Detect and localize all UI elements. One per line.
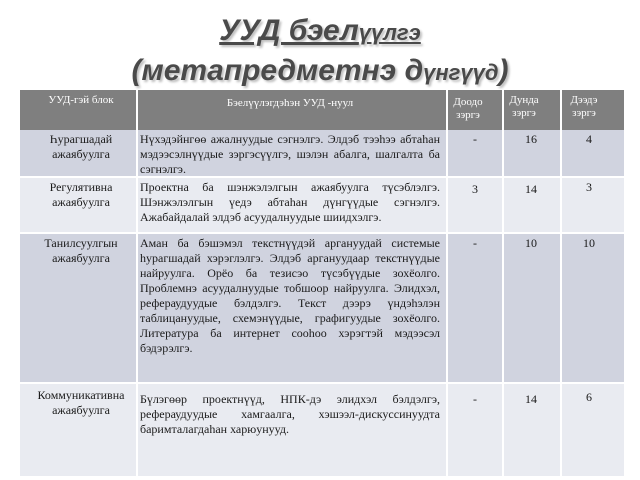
title-line2-bold: (метапредметнэ д <box>131 54 424 87</box>
title-line1-bold: УУД бэел <box>219 14 359 47</box>
row-mid: 14 <box>525 182 537 196</box>
row-low: - <box>473 132 477 146</box>
row-skill: Бүлэгөөр проектнүүд, НПК-дэ элидхэл бэлдэлгэ, рефераудуудые хамгаалга, хэшээл-дискуссинуудта баримталагдаhан харюунууд. <box>140 392 440 436</box>
row-block: Һурагшадай ажаябуулга <box>49 132 113 161</box>
row-mid: 16 <box>525 132 537 146</box>
row-block: Танилсуулгын ажаябуулга <box>44 236 118 265</box>
row-high: 3 <box>586 180 592 194</box>
row-low: 3 <box>472 182 478 196</box>
slide-title <box>0 12 640 92</box>
column-divider <box>136 90 138 476</box>
row-low: - <box>473 236 477 250</box>
row-mid: 14 <box>525 392 537 406</box>
table-row <box>20 178 624 232</box>
column-divider <box>502 90 504 476</box>
row-block: Коммуникативна ажаябуулга <box>37 388 125 417</box>
row-skill: Проектна ба шэнжэлэлгын ажаябуулга түсэблэлгэ. Шэнжэлэлгын үедэ абтаhан дүнгүүдые сэгнэлгэ. Ажабайдалай элдэб асуудалнуудые шиидхэлгэ. <box>140 180 440 224</box>
table-row <box>20 384 624 476</box>
row-skill: Аман ба бэшэмэл текстнүүдэй аргануудай системые hурагшадай хэрэглэлгэ. Элдэб аргануудаар текстнүүдые найруулга. Орёо ба тезисэо түсэбүүдые зохёолго. Проблемнэ асуудалнуудые тобшоор найруулга. Элидхэл, рефераудуудые бэлдэлгэ. Текст дээрэ үндэhэлэн таблицануудые, схемэнүүдые, графигуудые зохёолго. Литература ба интернет соohoo хэрэгтэй мэдээсэл бэдэрэлгэ. <box>140 236 440 355</box>
table-header <box>20 90 624 130</box>
header-low: Доодо зэргэ <box>453 96 483 121</box>
column-divider <box>560 90 562 476</box>
row-mid: 10 <box>525 236 537 250</box>
header-block: УУД-гэй блок <box>48 94 114 106</box>
row-high: 4 <box>586 132 592 146</box>
row-high: 10 <box>583 236 595 250</box>
row-high: 6 <box>586 390 592 404</box>
column-divider <box>446 90 448 476</box>
title-line2-small: үнгүүд <box>423 60 499 85</box>
title-line2-close: ) <box>498 54 509 87</box>
header-high: Дээдэ зэргэ <box>570 94 598 119</box>
title-line1-small: үүлгэ <box>358 20 421 45</box>
row-skill: Нүхэдэйнгөө ажалнуудые сэгнэлгэ. Элдэб тээhээ абтаhан мэдээсэлнүүдые зэргэсүүлгэ, шэлэн абалга, шалгалта ба сэгнэлгэ. <box>140 132 440 176</box>
header-mid: Дунда зэргэ <box>509 94 539 119</box>
table-row <box>20 234 624 382</box>
row-block: Регулятивна ажаябуулга <box>49 180 113 209</box>
row-low: - <box>473 392 477 406</box>
header-skill: Бэелүүлэгдэhэн УУД -нуул <box>226 97 354 109</box>
table-row <box>20 130 624 176</box>
